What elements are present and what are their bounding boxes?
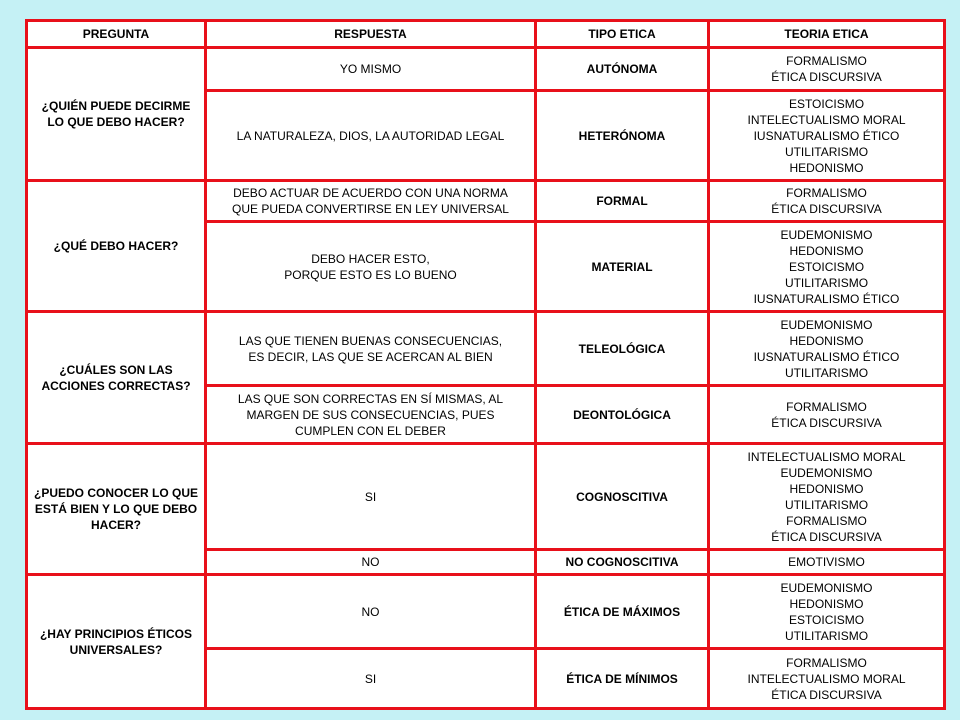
teoria-line: HEDONISMO [789, 596, 864, 611]
respuesta-cell [206, 91, 536, 181]
respuesta-line: PORQUE ESTO ES LO BUENO [284, 267, 457, 282]
tipo-etica-cell: NO COGNOSCITIVA [536, 550, 709, 575]
teoria-line: FORMALISMO [786, 54, 867, 68]
teoria-etica-cell [709, 575, 945, 649]
teoria-line: FORMALISMO [786, 399, 867, 414]
table-row [27, 444, 945, 550]
header-row [27, 21, 945, 48]
respuesta-line: CUMPLEN CON EL DEBER [295, 423, 446, 438]
teoria-line: EUDEMONISMO [780, 227, 873, 242]
ethics-table [25, 19, 946, 710]
teoria-line: INTELECTUALISMO MORAL [747, 449, 906, 464]
teoria-line: INTELECTUALISMO MORAL [747, 112, 906, 127]
pregunta-cell: ¿HAY PRINCIPIOS ÉTICOS UNIVERSALES? [27, 575, 206, 709]
teoria-line: ÉTICA DISCURSIVA [771, 202, 882, 216]
teoria-line: EUDEMONISMO [780, 465, 873, 480]
tipo-etica-cell: ÉTICA DE MÍNIMOS [536, 649, 709, 709]
respuesta-cell [206, 181, 536, 222]
teoria-line: UTILITARISMO [784, 497, 869, 512]
respuesta-cell [206, 550, 536, 575]
tipo-etica-cell: FORMAL [536, 181, 709, 222]
header-tipo-etica: TIPO ETICA [536, 21, 709, 48]
respuesta-line: LAS QUE TIENEN BUENAS CONSECUENCIAS, [238, 333, 503, 348]
teoria-line: UTILITARISMO [784, 365, 869, 380]
teoria-line: ÉTICA DISCURSIVA [771, 70, 882, 84]
respuesta-cell [206, 575, 536, 649]
respuesta-line: SI [364, 489, 377, 504]
tipo-etica-cell: MATERIAL [536, 222, 709, 312]
teoria-etica-cell [709, 181, 945, 222]
table-row [27, 575, 945, 649]
header-teoria-etica: TEORIA ETICA [709, 21, 945, 48]
teoria-line: ÉTICA DISCURSIVA [771, 687, 882, 702]
teoria-line: UTILITARISMO [784, 275, 869, 290]
teoria-line: FORMALISMO [786, 513, 867, 528]
teoria-etica-cell [709, 91, 945, 181]
respuesta-cell [206, 222, 536, 312]
header-pregunta: PREGUNTA [27, 21, 206, 48]
teoria-line: HEDONISMO [789, 160, 864, 175]
pregunta-cell: ¿CUÁLES SON LAS ACCIONES CORRECTAS? [27, 312, 206, 444]
tipo-etica-cell: ÉTICA DE MÁXIMOS [536, 575, 709, 649]
pregunta-cell: ¿PUEDO CONOCER LO QUE ESTÁ BIEN Y LO QUE DEBO HACER? [27, 444, 206, 575]
teoria-line: FORMALISMO [786, 186, 867, 200]
teoria-line: EUDEMONISMO [780, 317, 873, 332]
teoria-line: ÉTICA DISCURSIVA [771, 415, 882, 430]
respuesta-line: ES DECIR, LAS QUE SE ACERCAN AL BIEN [248, 349, 493, 364]
teoria-line: INTELECTUALISMO MORAL [747, 671, 906, 686]
teoria-line: EUDEMONISMO [780, 580, 873, 595]
respuesta-line: DEBO ACTUAR DE ACUERDO CON UNA NORMA [233, 186, 508, 200]
pregunta-cell: ¿QUÉ DEBO HACER? [27, 181, 206, 312]
respuesta-line: YO MISMO [339, 62, 402, 76]
header-respuesta: RESPUESTA [206, 21, 536, 48]
teoria-line: EMOTIVISMO [788, 555, 865, 569]
tipo-etica-cell: AUTÓNOMA [536, 48, 709, 91]
tipo-etica-cell: DEONTOLÓGICA [536, 386, 709, 444]
teoria-line: HEDONISMO [789, 243, 864, 258]
teoria-etica-cell [709, 386, 945, 444]
respuesta-cell [206, 649, 536, 709]
table-row [27, 312, 945, 386]
teoria-etica-cell [709, 48, 945, 91]
respuesta-line: SI [364, 671, 377, 686]
teoria-etica-cell [709, 222, 945, 312]
teoria-etica-cell [709, 649, 945, 709]
teoria-line: HEDONISMO [789, 333, 864, 348]
respuesta-cell [206, 444, 536, 550]
teoria-line: UTILITARISMO [784, 628, 869, 643]
respuesta-line: LAS QUE SON CORRECTAS EN SÍ MISMAS, AL [237, 391, 504, 406]
teoria-etica-cell [709, 444, 945, 550]
respuesta-line: LA NATURALEZA, DIOS, LA AUTORIDAD LEGAL [236, 128, 505, 143]
respuesta-line: MARGEN DE SUS CONSECUENCIAS, PUES [246, 407, 495, 422]
teoria-line: ESTOICISMO [788, 612, 865, 627]
respuesta-line: NO [361, 604, 380, 619]
respuesta-cell [206, 312, 536, 386]
tipo-etica-cell: COGNOSCITIVA [536, 444, 709, 550]
respuesta-line: QUE PUEDA CONVERTIRSE EN LEY UNIVERSAL [232, 202, 509, 216]
pregunta-cell: ¿QUIÉN PUEDE DECIRME LO QUE DEBO HACER? [27, 48, 206, 181]
teoria-line: ESTOICISMO [788, 96, 865, 111]
teoria-line: UTILITARISMO [784, 144, 869, 159]
teoria-line: FORMALISMO [786, 655, 867, 670]
respuesta-cell [206, 386, 536, 444]
respuesta-line: NO [361, 555, 380, 569]
table-row [27, 48, 945, 91]
teoria-line: HEDONISMO [789, 481, 864, 496]
teoria-line: IUSNATURALISMO ÉTICO [753, 349, 900, 364]
teoria-etica-cell [709, 550, 945, 575]
teoria-etica-cell [709, 312, 945, 386]
tipo-etica-cell: HETERÓNOMA [536, 91, 709, 181]
teoria-line: ESTOICISMO [788, 259, 865, 274]
table-row [27, 181, 945, 222]
teoria-line: IUSNATURALISMO ÉTICO [753, 128, 900, 143]
tipo-etica-cell: TELEOLÓGICA [536, 312, 709, 386]
respuesta-line: DEBO HACER ESTO, [311, 251, 430, 266]
respuesta-cell [206, 48, 536, 91]
teoria-line: ÉTICA DISCURSIVA [771, 529, 882, 544]
teoria-line: IUSNATURALISMO ÉTICO [753, 291, 900, 306]
